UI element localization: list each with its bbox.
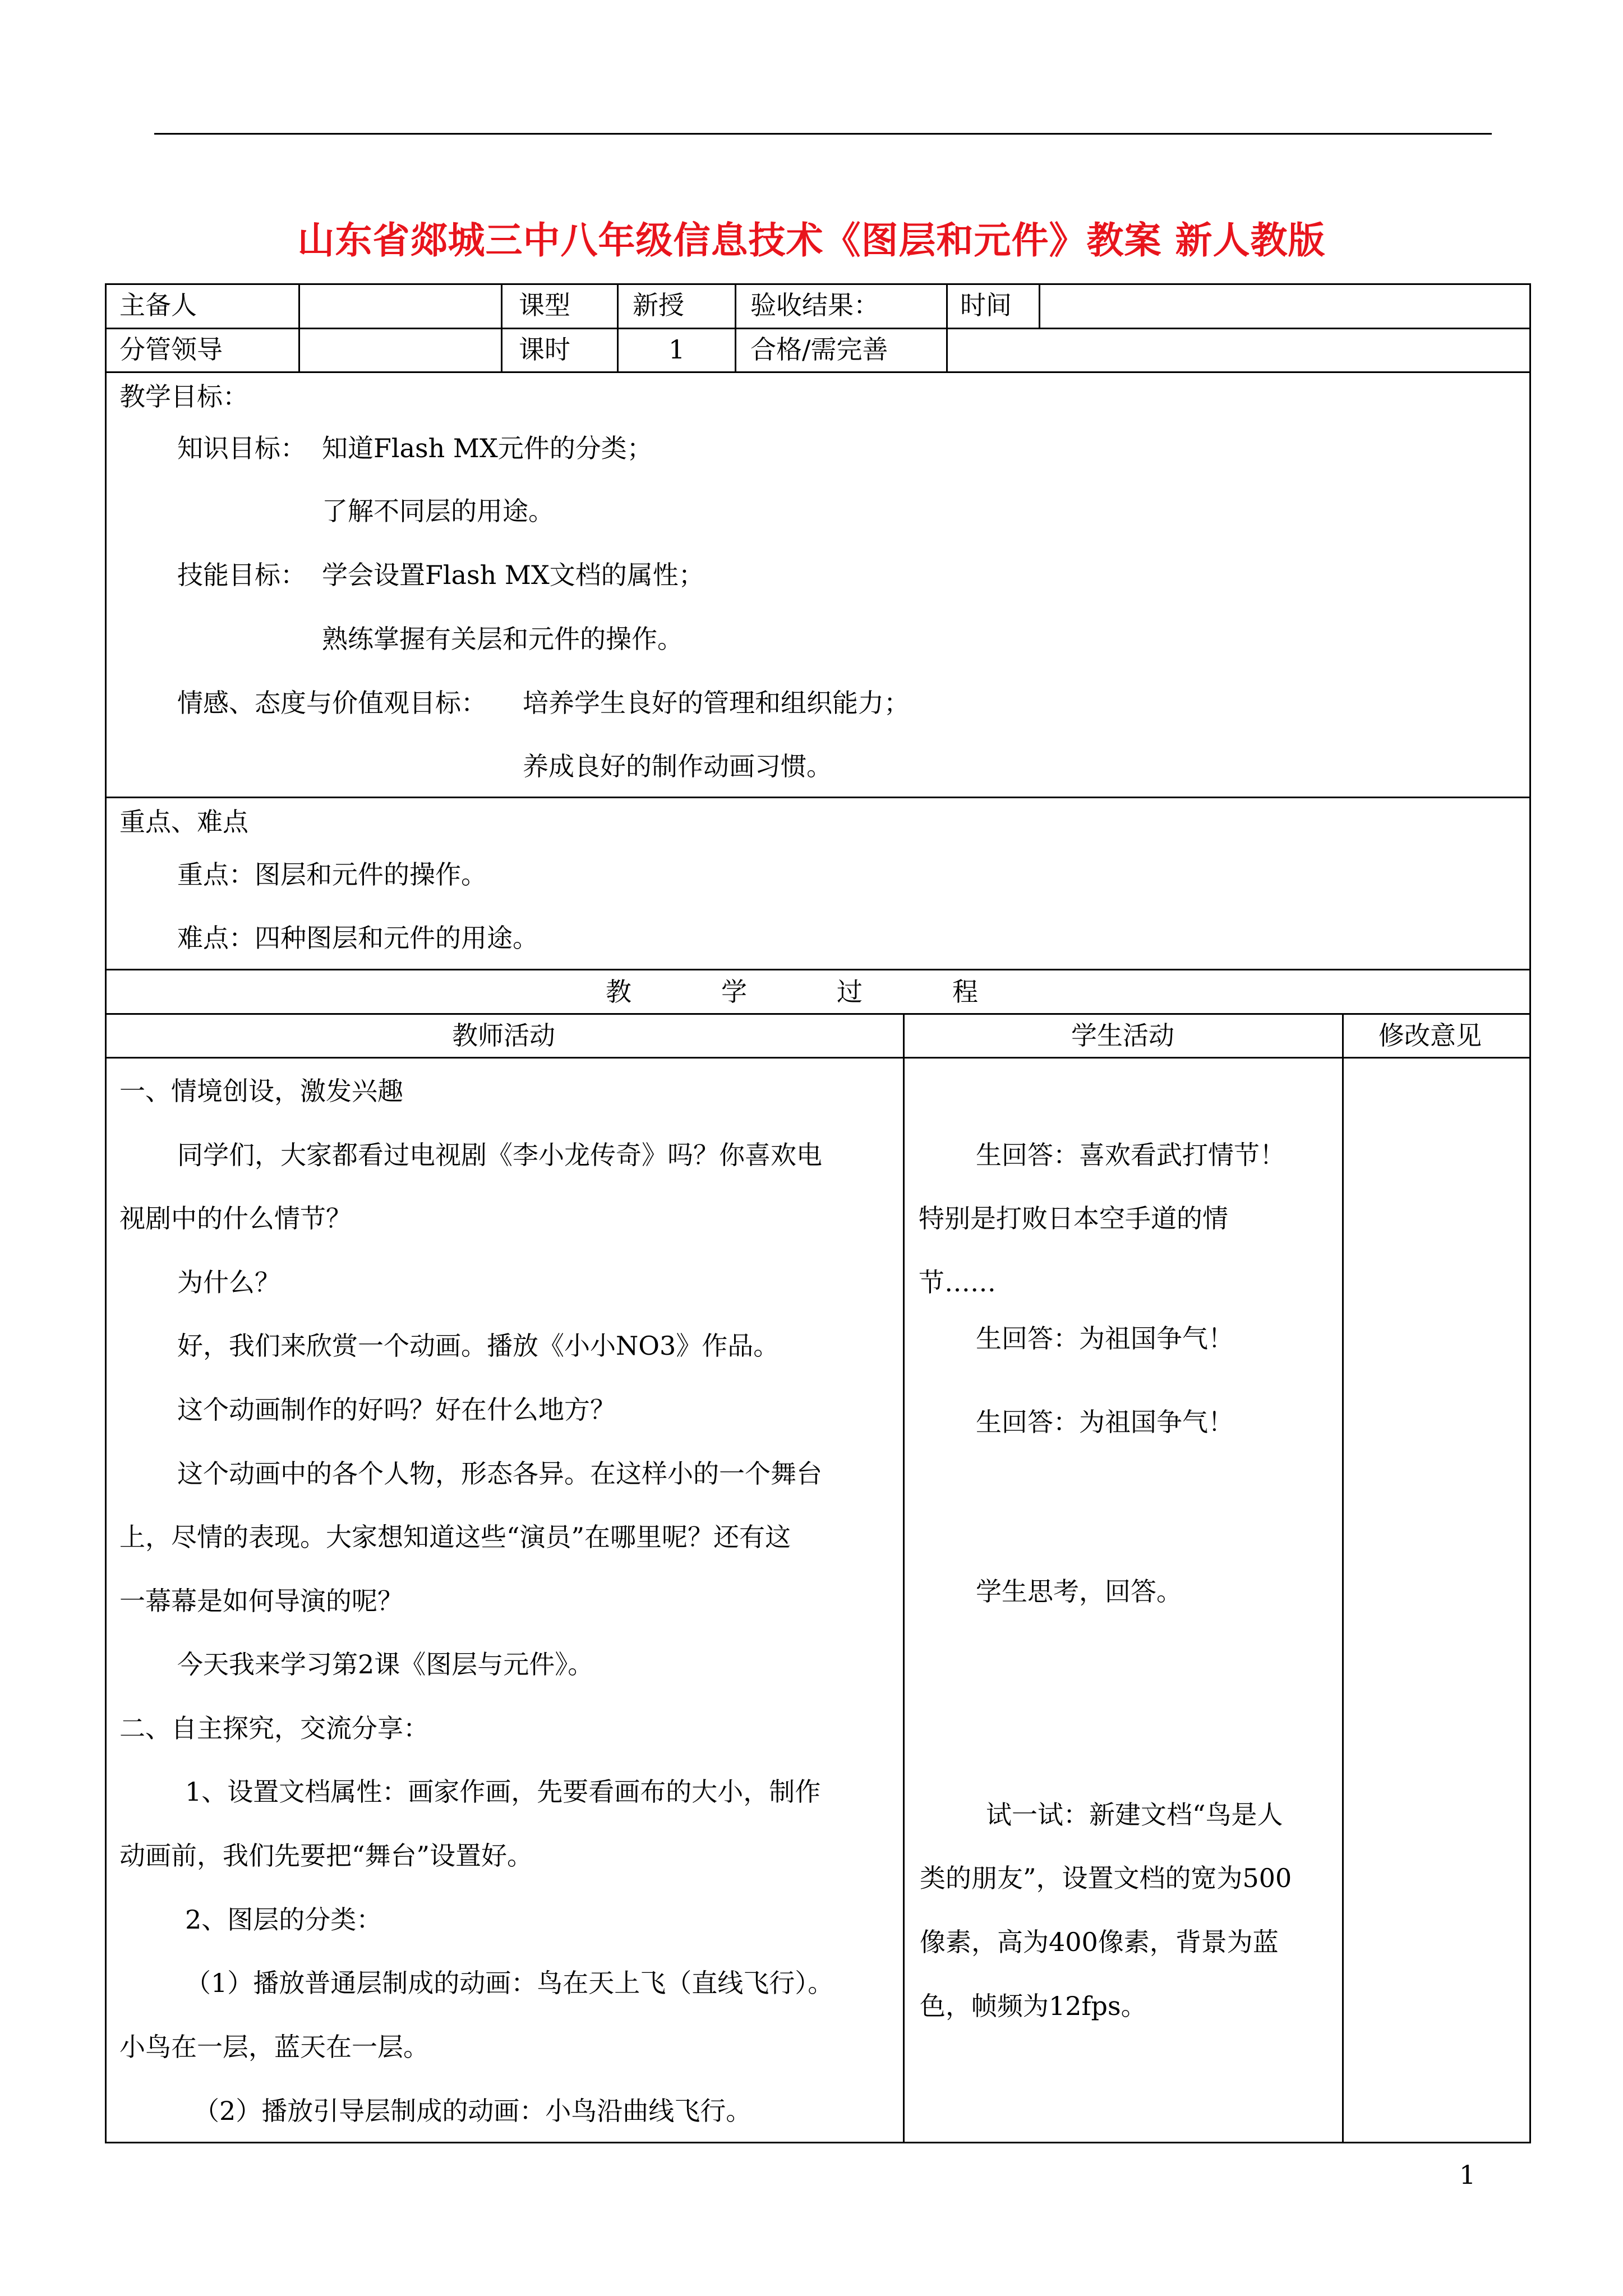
label-supervisor: 分管领导 [119, 334, 223, 365]
process-heading: 教学过程 [606, 977, 1068, 1007]
teacher-line: 好，我们来欣赏一个动画。播放《小小NO3》作品。 [177, 1331, 780, 1361]
knowledge-objective-2: 了解不同层的用途。 [322, 496, 554, 526]
teacher-line: 一、情境创设，激发兴趣 [119, 1076, 403, 1106]
skill-objective-1: 学会设置Flash MX文档的属性； [322, 560, 704, 590]
teacher-line: （2）播放引导层制成的动画：小鸟沿曲线飞行。 [193, 2096, 752, 2126]
teacher-line: 一幕幕是如何导演的呢？ [119, 1586, 403, 1616]
teacher-line: 同学们，大家都看过电视剧《李小龙传奇》吗？你喜欢电 [177, 1140, 822, 1170]
emotion-label: 情感、态度与价值观目标： [177, 688, 487, 718]
teacher-line: 动画前，我们先要把“舞台”设置好。 [119, 1841, 533, 1871]
acceptance-options: 合格/需完善 [750, 334, 888, 365]
col-teacher-activity: 教师活动 [452, 1020, 555, 1051]
student-line: 节…… [919, 1267, 996, 1297]
col-revision-notes: 修改意见 [1378, 1020, 1482, 1051]
value-lesson-type: 新授 [633, 290, 684, 320]
student-line: 生回答：为祖国争气！ [976, 1323, 1234, 1354]
emotion-objective-2: 养成良好的制作动画习惯。 [523, 751, 832, 781]
teacher-line: 小鸟在一层，蓝天在一层。 [119, 2032, 429, 2062]
key-point: 重点：图层和元件的操作。 [177, 859, 487, 890]
label-lesson-type: 课型 [519, 290, 570, 320]
label-class-hours: 课时 [519, 334, 570, 365]
skill-objective-2: 熟练掌握有关层和元件的操作。 [322, 624, 683, 654]
emotion-objective-1: 培养学生良好的管理和组织能力； [523, 688, 910, 718]
student-line: 试一试：新建文档“鸟是人 [986, 1800, 1283, 1830]
col-student-activity: 学生活动 [1071, 1020, 1174, 1051]
objectives-heading: 教学目标： [119, 381, 248, 412]
teacher-line: 今天我来学习第2课《图层与元件》。 [177, 1649, 594, 1680]
student-line: 特别是打败日本空手道的情 [919, 1203, 1228, 1234]
teacher-line: 2、图层的分类： [185, 1904, 382, 1935]
teacher-line: 1、设置文档属性：画家作画，先要看画布的大小，制作 [185, 1777, 821, 1807]
key-points-heading: 重点、难点 [119, 807, 248, 837]
value-class-hours: 1 [668, 334, 685, 365]
knowledge-label: 知识目标： [177, 433, 306, 463]
document-title: 山东省郯城三中八年级信息技术《图层和元件》教案 新人教版 [297, 219, 1326, 262]
teacher-line: 视剧中的什么情节？ [119, 1203, 352, 1234]
teacher-line: （1）播放普通层制成的动画：鸟在天上飞（直线飞行）。 [185, 1968, 834, 1998]
teacher-line: 二、自主探究，交流分享： [119, 1713, 429, 1743]
skill-label: 技能目标： [177, 560, 306, 590]
student-line: 生回答：喜欢看武打情节！ [976, 1140, 1285, 1170]
difficult-point: 难点：四种图层和元件的用途。 [177, 923, 538, 953]
teacher-line: 为什么？ [177, 1267, 280, 1297]
label-acceptance-result: 验收结果： [750, 290, 879, 320]
teacher-line: 这个动画制作的好吗？好在什么地方？ [177, 1395, 616, 1425]
student-line: 学生思考，回答。 [976, 1576, 1182, 1607]
teacher-line: 上，尽情的表现。大家想知道这些“演员”在哪里呢？还有这 [119, 1522, 791, 1552]
student-line: 生回答：为祖国争气！ [976, 1407, 1234, 1437]
teacher-line: 这个动画中的各个人物，形态各异。在这样小的一个舞台 [177, 1458, 822, 1489]
student-line: 类的朋友”，设置文档的宽为500 [920, 1863, 1292, 1893]
page-number: 1 [1459, 2160, 1476, 2190]
label-lead-preparer: 主备人 [119, 290, 197, 320]
header-rule [154, 133, 1492, 135]
label-time: 时间 [960, 290, 1012, 320]
student-line: 色，帧频为12fps。 [920, 1991, 1147, 2021]
knowledge-objective-1: 知道Flash MX元件的分类； [322, 433, 653, 463]
student-line: 像素，高为400像素，背景为蓝 [920, 1927, 1279, 1957]
